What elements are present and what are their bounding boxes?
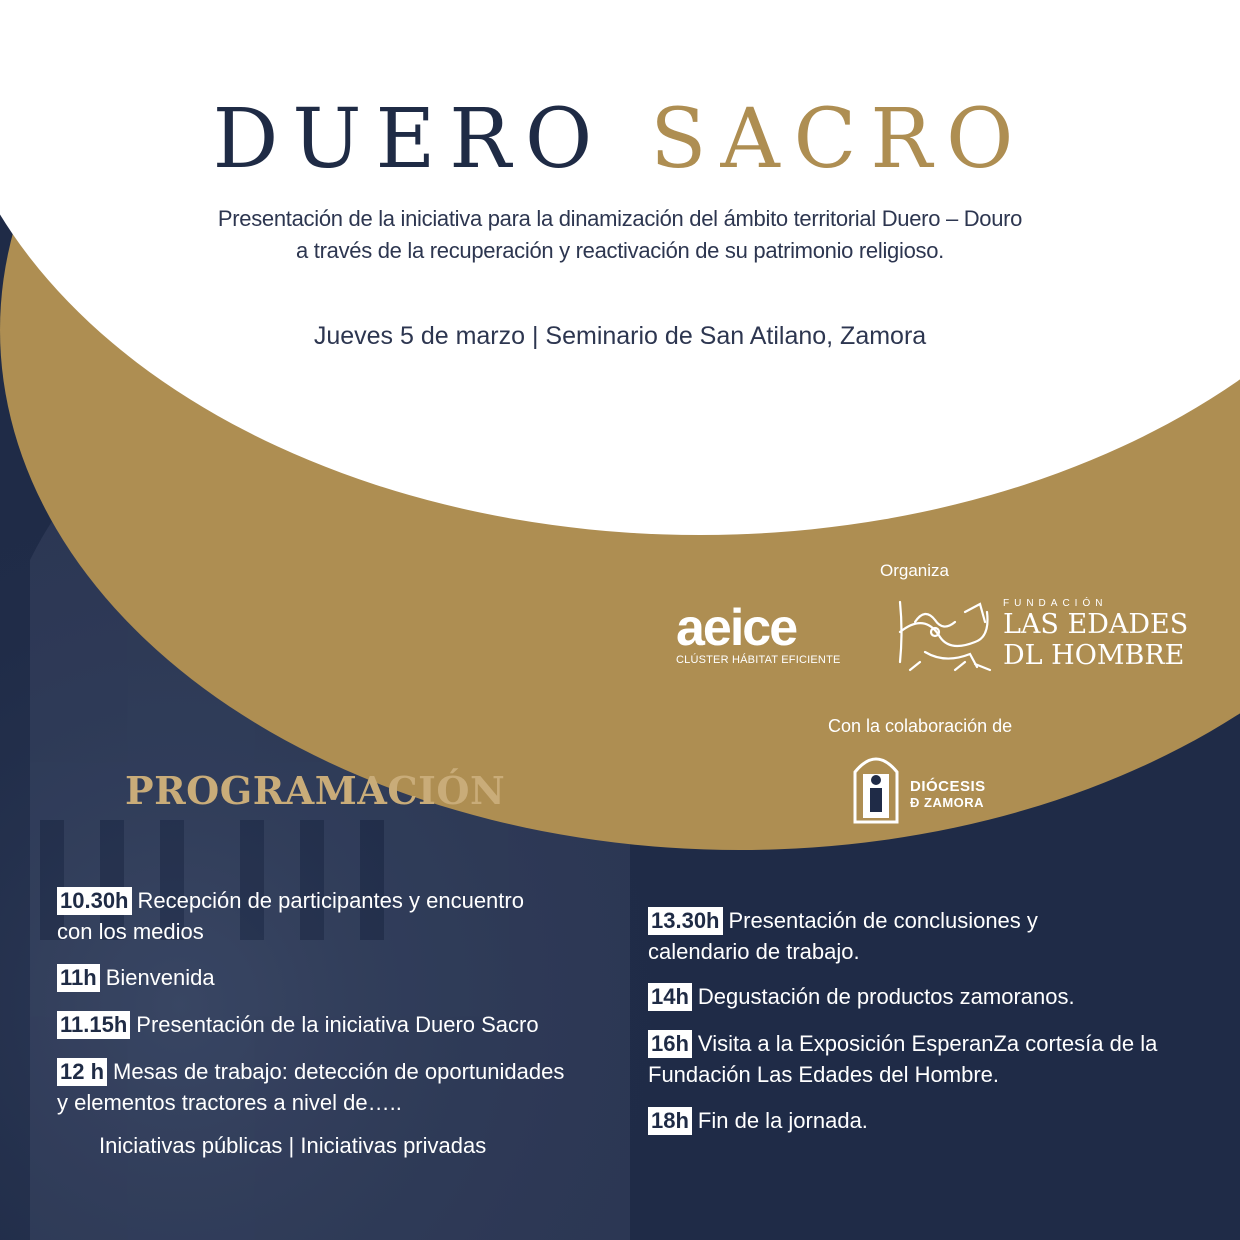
agenda-text: Fin de la jornada.	[697, 1108, 868, 1133]
agenda-item	[57, 1056, 627, 1118]
agenda-text: Presentación de conclusiones y	[728, 908, 1038, 933]
aeice-wordmark: aeice	[676, 599, 797, 657]
agenda-item	[57, 885, 617, 947]
agenda-text: Recepción de participantes y encuentro	[137, 888, 524, 913]
aeice-tagline: CLÚSTER HÁBITAT EFICIENTE	[676, 654, 841, 666]
subtitle-line-2: a través de la recuperación y reactivación de su patrimonio religioso.	[296, 238, 944, 263]
agenda-time: 18h	[648, 1107, 692, 1135]
edades-line-2: DL HOMBRE	[1003, 640, 1185, 671]
agenda-time: 16h	[648, 1030, 692, 1058]
diocesis-line-1: DIÓCESIS	[910, 778, 986, 795]
programacion-title: PROGRAMACIÓN	[125, 768, 506, 813]
agenda-text-2: y elementos tractores a nivel de…..	[57, 1090, 402, 1115]
edades-line-1: LAS EDADES	[1003, 609, 1189, 640]
diocesis-logo-text	[910, 778, 986, 810]
agenda-text: Visita a la Exposición EsperanZa cortesía de la	[697, 1031, 1158, 1056]
agenda-sub-initiatives: Iniciativas públicas | Iniciativas privadas	[99, 1133, 487, 1158]
agenda-text-2: con los medios	[57, 919, 204, 944]
agenda-time: 12 h	[57, 1058, 107, 1086]
subtitle-line-1: Presentación de la iniciativa para la dinamización del ámbito territorial Duero – Douro	[217, 206, 1023, 231]
agenda-time: 11.15h	[57, 1011, 130, 1039]
agenda-text-2: Fundación Las Edades del Hombre.	[648, 1062, 999, 1087]
event-subtitle	[120, 203, 1120, 267]
diocesis-shield-icon	[853, 750, 899, 824]
agenda-text-2: calendario de trabajo.	[648, 939, 860, 964]
event-title	[0, 92, 1240, 187]
diocesis-line-2: Ð ZAMORA	[910, 795, 985, 810]
agenda-item	[648, 1028, 1228, 1090]
colaboracion-label: Con la colaboración de	[828, 716, 1013, 736]
agenda-time: 11h	[57, 964, 100, 992]
agenda-text: Bienvenida	[105, 965, 215, 990]
agenda-time: 10.30h	[57, 887, 132, 915]
edades-logo-text	[1003, 598, 1188, 671]
agenda-text: Presentación de la iniciativa Duero Sacro	[136, 1012, 539, 1037]
agenda-item	[648, 1105, 1208, 1136]
agenda-item	[648, 905, 1208, 967]
event-date-location: Jueves 5 de marzo | Seminario de San Atilano, Zamora	[313, 322, 927, 350]
agenda-item	[57, 1009, 617, 1040]
organiza-label: Organiza	[880, 561, 949, 580]
agenda-time: 13.30h	[648, 907, 723, 935]
agenda-item	[57, 962, 617, 993]
agenda-text: Degustación de productos zamoranos.	[697, 984, 1075, 1009]
title-part-1: DUERO	[212, 92, 607, 187]
aeice-logo	[676, 600, 841, 666]
agenda-text: Mesas de trabajo: detección de oportunidades	[113, 1059, 565, 1084]
edades-fundacion: FUNDACIÓN	[1003, 598, 1108, 609]
agenda-item	[648, 981, 1208, 1012]
title-part-2: SACRO	[650, 92, 1028, 187]
agenda-time: 14h	[648, 983, 692, 1011]
